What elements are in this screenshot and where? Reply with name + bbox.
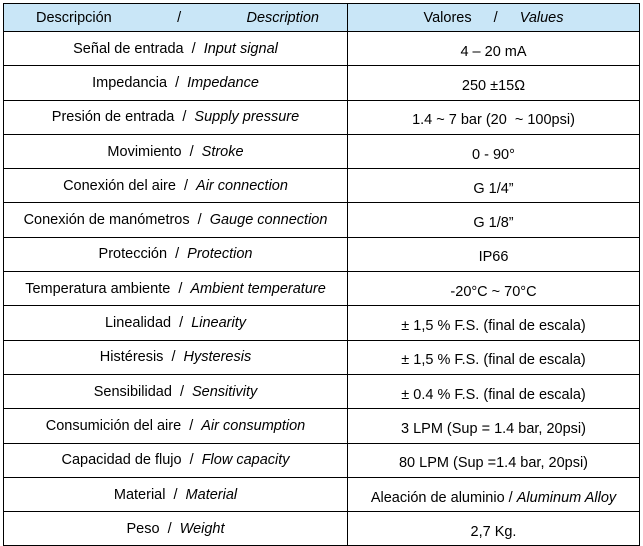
header-values	[348, 4, 640, 32]
description-en: Supply pressure	[194, 109, 300, 126]
description-separator: /	[175, 246, 180, 263]
row-description	[4, 134, 348, 168]
description-es: Linealidad	[104, 315, 172, 332]
value-text: G 1/4”	[473, 180, 514, 197]
description-es: Consumición del aire	[45, 417, 182, 434]
header-description	[4, 4, 348, 32]
description-en: Gauge connection	[209, 212, 328, 229]
value-text: 3 LPM (Sup = 1.4 bar, 20psi)	[401, 420, 586, 437]
description-en: Flow capacity	[201, 452, 290, 469]
row-value	[348, 169, 640, 203]
description-es: Impedancia	[92, 74, 168, 91]
table-row	[4, 443, 640, 477]
description-en: Linearity	[191, 315, 247, 332]
description-separator: /	[182, 109, 187, 126]
value-text: IP66	[478, 249, 509, 266]
table-row	[4, 32, 640, 66]
row-value	[348, 409, 640, 443]
table-row	[4, 169, 640, 203]
row-value	[348, 203, 640, 237]
description-en: Hysteresis	[183, 349, 252, 366]
description-separator: /	[173, 486, 178, 503]
value-text: ± 1,5 % F.S. (final de escala)	[401, 318, 586, 335]
description-en: Impedance	[187, 74, 259, 91]
table-row	[4, 66, 640, 100]
value-text: ± 1,5 % F.S. (final de escala)	[401, 352, 586, 369]
header-description-es: Descripción	[36, 9, 112, 26]
row-value	[348, 32, 640, 66]
row-value	[348, 134, 640, 168]
description-separator: /	[189, 417, 194, 434]
row-description	[4, 306, 348, 340]
row-value	[348, 306, 640, 340]
row-value	[348, 237, 640, 271]
row-value	[348, 272, 640, 306]
header-values-en: Values	[519, 9, 564, 26]
row-value	[348, 443, 640, 477]
description-en: Material	[185, 486, 238, 503]
row-description	[4, 409, 348, 443]
description-es: Peso	[126, 520, 160, 537]
description-separator: /	[179, 383, 184, 400]
header-description-en: Description	[246, 9, 319, 26]
value-text-en: Aluminum Alloy	[516, 489, 617, 506]
table-row	[4, 374, 640, 408]
value-text: G 1/8”	[473, 215, 514, 232]
description-es: Protección	[98, 246, 168, 263]
description-separator: /	[189, 143, 194, 160]
description-separator: /	[171, 349, 176, 366]
value-text: ± 0.4 % F.S. (final de escala)	[401, 386, 586, 403]
description-en: Air consumption	[201, 417, 306, 434]
description-separator: /	[197, 212, 202, 229]
row-value	[348, 374, 640, 408]
row-description	[4, 443, 348, 477]
description-es: Presión de entrada	[51, 109, 175, 126]
row-value	[348, 66, 640, 100]
description-separator: /	[189, 452, 194, 469]
value-text: 1.4 ~ 7 bar (20 ~ 100psi)	[412, 112, 575, 129]
description-separator: /	[191, 40, 196, 57]
description-es: Histéresis	[99, 349, 164, 366]
table-row	[4, 409, 640, 443]
row-value	[348, 100, 640, 134]
value-text: 2,7 Kg.	[470, 523, 517, 540]
row-description	[4, 272, 348, 306]
description-en: Sensitivity	[192, 383, 258, 400]
description-en: Stroke	[201, 143, 244, 160]
description-en: Air connection	[196, 177, 288, 194]
row-description	[4, 374, 348, 408]
header-separator: /	[493, 9, 498, 26]
row-description	[4, 237, 348, 271]
description-es: Conexión de manómetros	[23, 212, 190, 229]
header-separator: /	[177, 9, 182, 26]
table-row	[4, 272, 640, 306]
description-en: Ambient temperature	[190, 280, 326, 297]
row-description	[4, 169, 348, 203]
row-description	[4, 512, 348, 546]
description-en: Protection	[187, 246, 253, 263]
table-row	[4, 340, 640, 374]
table-row	[4, 203, 640, 237]
description-separator: /	[167, 520, 172, 537]
table-row	[4, 237, 640, 271]
header-values-es: Valores	[423, 9, 472, 26]
row-description	[4, 32, 348, 66]
table-row	[4, 477, 640, 511]
description-separator: /	[175, 74, 180, 91]
row-description	[4, 203, 348, 237]
description-es: Movimiento	[107, 143, 182, 160]
table-row	[4, 512, 640, 546]
description-separator: /	[179, 315, 184, 332]
row-value	[348, 512, 640, 546]
value-text: 0 - 90°	[472, 146, 515, 163]
table-row	[4, 100, 640, 134]
description-en: Input signal	[203, 40, 278, 57]
description-en: Weight	[179, 520, 225, 537]
description-es: Conexión del aire	[63, 177, 176, 194]
description-es: Señal de entrada	[73, 40, 184, 57]
row-description	[4, 340, 348, 374]
description-separator: /	[178, 280, 183, 297]
row-description	[4, 477, 348, 511]
table-row	[4, 306, 640, 340]
row-value	[348, 340, 640, 374]
row-value	[348, 477, 640, 511]
value-text: 250 ±15Ω	[461, 77, 526, 94]
row-description	[4, 66, 348, 100]
description-es: Material	[113, 486, 166, 503]
value-text: Aleación de aluminio /	[370, 489, 517, 506]
table-row	[4, 134, 640, 168]
value-text: 80 LPM (Sup =1.4 bar, 20psi)	[398, 455, 589, 472]
row-description	[4, 100, 348, 134]
description-separator: /	[183, 177, 188, 194]
header-row	[4, 4, 640, 32]
description-es: Sensibilidad	[93, 383, 172, 400]
value-text: -20°C ~ 70°C	[450, 283, 537, 300]
description-es: Capacidad de flujo	[61, 452, 182, 469]
value-text: 4 – 20 mA	[460, 43, 527, 60]
description-es: Temperatura ambiente	[25, 280, 171, 297]
